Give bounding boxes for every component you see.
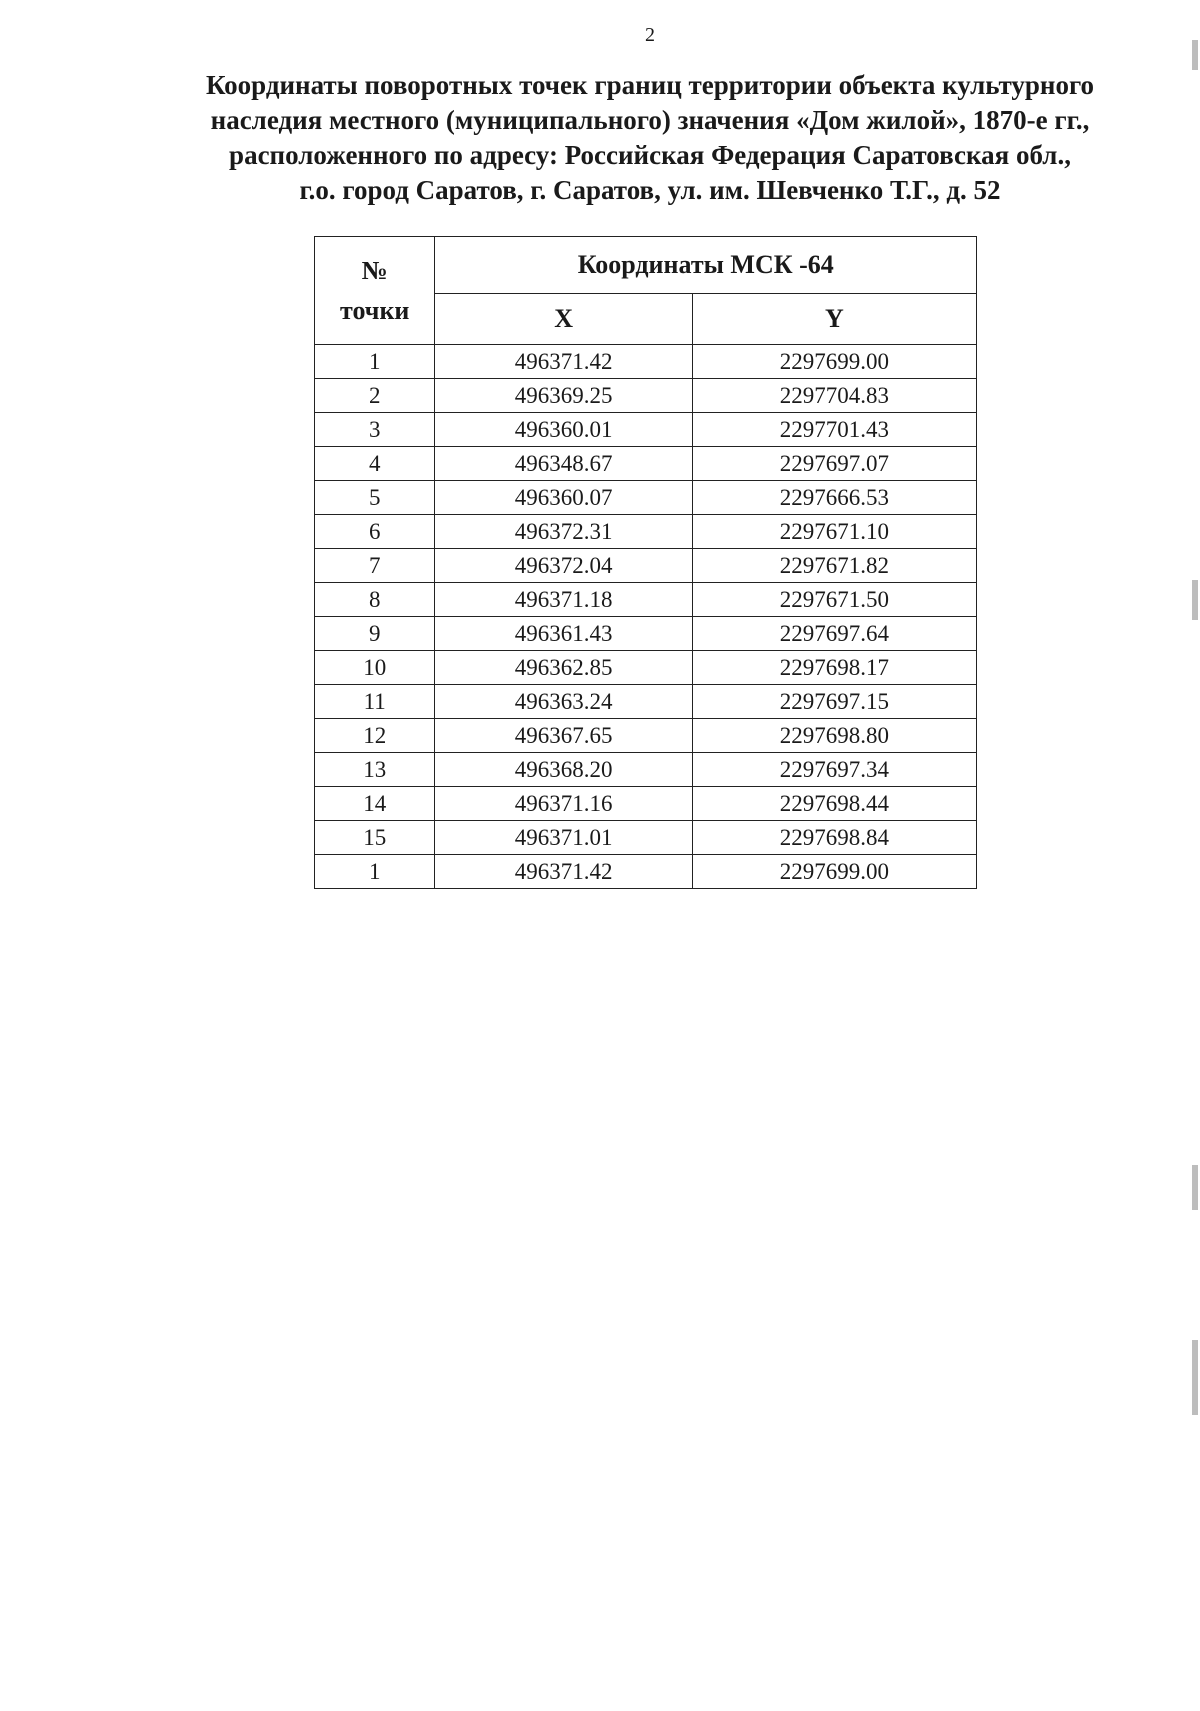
y-coordinate-cell: 2297671.82	[692, 549, 976, 583]
y-coordinate-cell: 2297698.80	[692, 719, 976, 753]
x-coordinate-cell: 496360.01	[435, 413, 692, 447]
table-row	[315, 447, 977, 481]
point-number-cell: 1	[315, 345, 435, 379]
x-coordinate-cell: 496361.43	[435, 617, 692, 651]
table-row	[315, 651, 977, 685]
x-coordinate-cell: 496367.65	[435, 719, 692, 753]
x-coordinate-cell: 496369.25	[435, 379, 692, 413]
x-coordinate-cell: 496368.20	[435, 753, 692, 787]
x-column-header: X	[435, 294, 692, 345]
table-row	[315, 413, 977, 447]
x-coordinate-cell: 496372.04	[435, 549, 692, 583]
table-row	[315, 719, 977, 753]
point-number-header	[315, 237, 435, 345]
y-coordinate-cell: 2297697.07	[692, 447, 976, 481]
title-line-1: Координаты поворотных точек границ территории объекта культурного	[205, 70, 1095, 100]
table-row	[315, 345, 977, 379]
point-number-cell: 5	[315, 481, 435, 515]
point-number-cell: 6	[315, 515, 435, 549]
y-column-header: Y	[692, 294, 976, 345]
scan-edge-mark	[1192, 1165, 1198, 1210]
scan-edge-mark	[1192, 40, 1198, 70]
y-coordinate-cell: 2297704.83	[692, 379, 976, 413]
x-coordinate-cell: 496371.42	[435, 345, 692, 379]
x-coordinate-cell: 496371.18	[435, 583, 692, 617]
table-row	[315, 685, 977, 719]
x-coordinate-cell: 496363.24	[435, 685, 692, 719]
scan-edge-mark	[1192, 580, 1198, 620]
scan-edge-mark	[1192, 1340, 1198, 1415]
point-number-header-word: точки	[340, 295, 410, 325]
document-title	[150, 68, 1150, 208]
x-coordinate-cell: 496362.85	[435, 651, 692, 685]
y-coordinate-cell: 2297671.10	[692, 515, 976, 549]
y-coordinate-cell: 2297671.50	[692, 583, 976, 617]
table-row	[315, 753, 977, 787]
y-coordinate-cell: 2297698.17	[692, 651, 976, 685]
point-number-cell: 15	[315, 821, 435, 855]
x-coordinate-cell: 496371.01	[435, 821, 692, 855]
point-number-cell: 10	[315, 651, 435, 685]
table-row	[315, 583, 977, 617]
table-row	[315, 549, 977, 583]
title-line-4: г.о. город Саратов, г. Саратов, ул. им. Шевченко Т.Г., д. 52	[299, 175, 1001, 205]
table-row	[315, 787, 977, 821]
point-number-cell: 7	[315, 549, 435, 583]
point-number-cell: 13	[315, 753, 435, 787]
title-line-3: расположенного по адресу: Российская Федерация Саратовская обл.,	[229, 140, 1071, 170]
point-number-cell: 3	[315, 413, 435, 447]
point-number-cell: 12	[315, 719, 435, 753]
y-coordinate-cell: 2297699.00	[692, 345, 976, 379]
coordinates-table	[314, 236, 977, 889]
y-coordinate-cell: 2297697.34	[692, 753, 976, 787]
x-coordinate-cell: 496360.07	[435, 481, 692, 515]
table-row	[315, 855, 977, 889]
x-coordinate-cell: 496372.31	[435, 515, 692, 549]
table-body	[315, 345, 977, 889]
y-coordinate-cell: 2297666.53	[692, 481, 976, 515]
point-number-cell: 9	[315, 617, 435, 651]
point-number-cell: 8	[315, 583, 435, 617]
point-number-cell: 11	[315, 685, 435, 719]
table-row	[315, 617, 977, 651]
table-row	[315, 821, 977, 855]
coordinates-group-header: Координаты МСК -64	[435, 237, 977, 294]
table-row	[315, 481, 977, 515]
point-number-cell: 1	[315, 855, 435, 889]
page-number: 2	[645, 24, 655, 46]
y-coordinate-cell: 2297698.84	[692, 821, 976, 855]
x-coordinate-cell: 496348.67	[435, 447, 692, 481]
x-coordinate-cell: 496371.42	[435, 855, 692, 889]
y-coordinate-cell: 2297701.43	[692, 413, 976, 447]
x-coordinate-cell: 496371.16	[435, 787, 692, 821]
table-row	[315, 379, 977, 413]
y-coordinate-cell: 2297699.00	[692, 855, 976, 889]
y-coordinate-cell: 2297697.15	[692, 685, 976, 719]
y-coordinate-cell: 2297698.44	[692, 787, 976, 821]
point-number-cell: 14	[315, 787, 435, 821]
y-coordinate-cell: 2297697.64	[692, 617, 976, 651]
title-line-2: наследия местного (муниципального) значения «Дом жилой», 1870-е гг.,	[210, 105, 1090, 135]
point-number-cell: 2	[315, 379, 435, 413]
table-row	[315, 515, 977, 549]
point-number-cell: 4	[315, 447, 435, 481]
point-number-header-symbol: №	[361, 255, 388, 285]
